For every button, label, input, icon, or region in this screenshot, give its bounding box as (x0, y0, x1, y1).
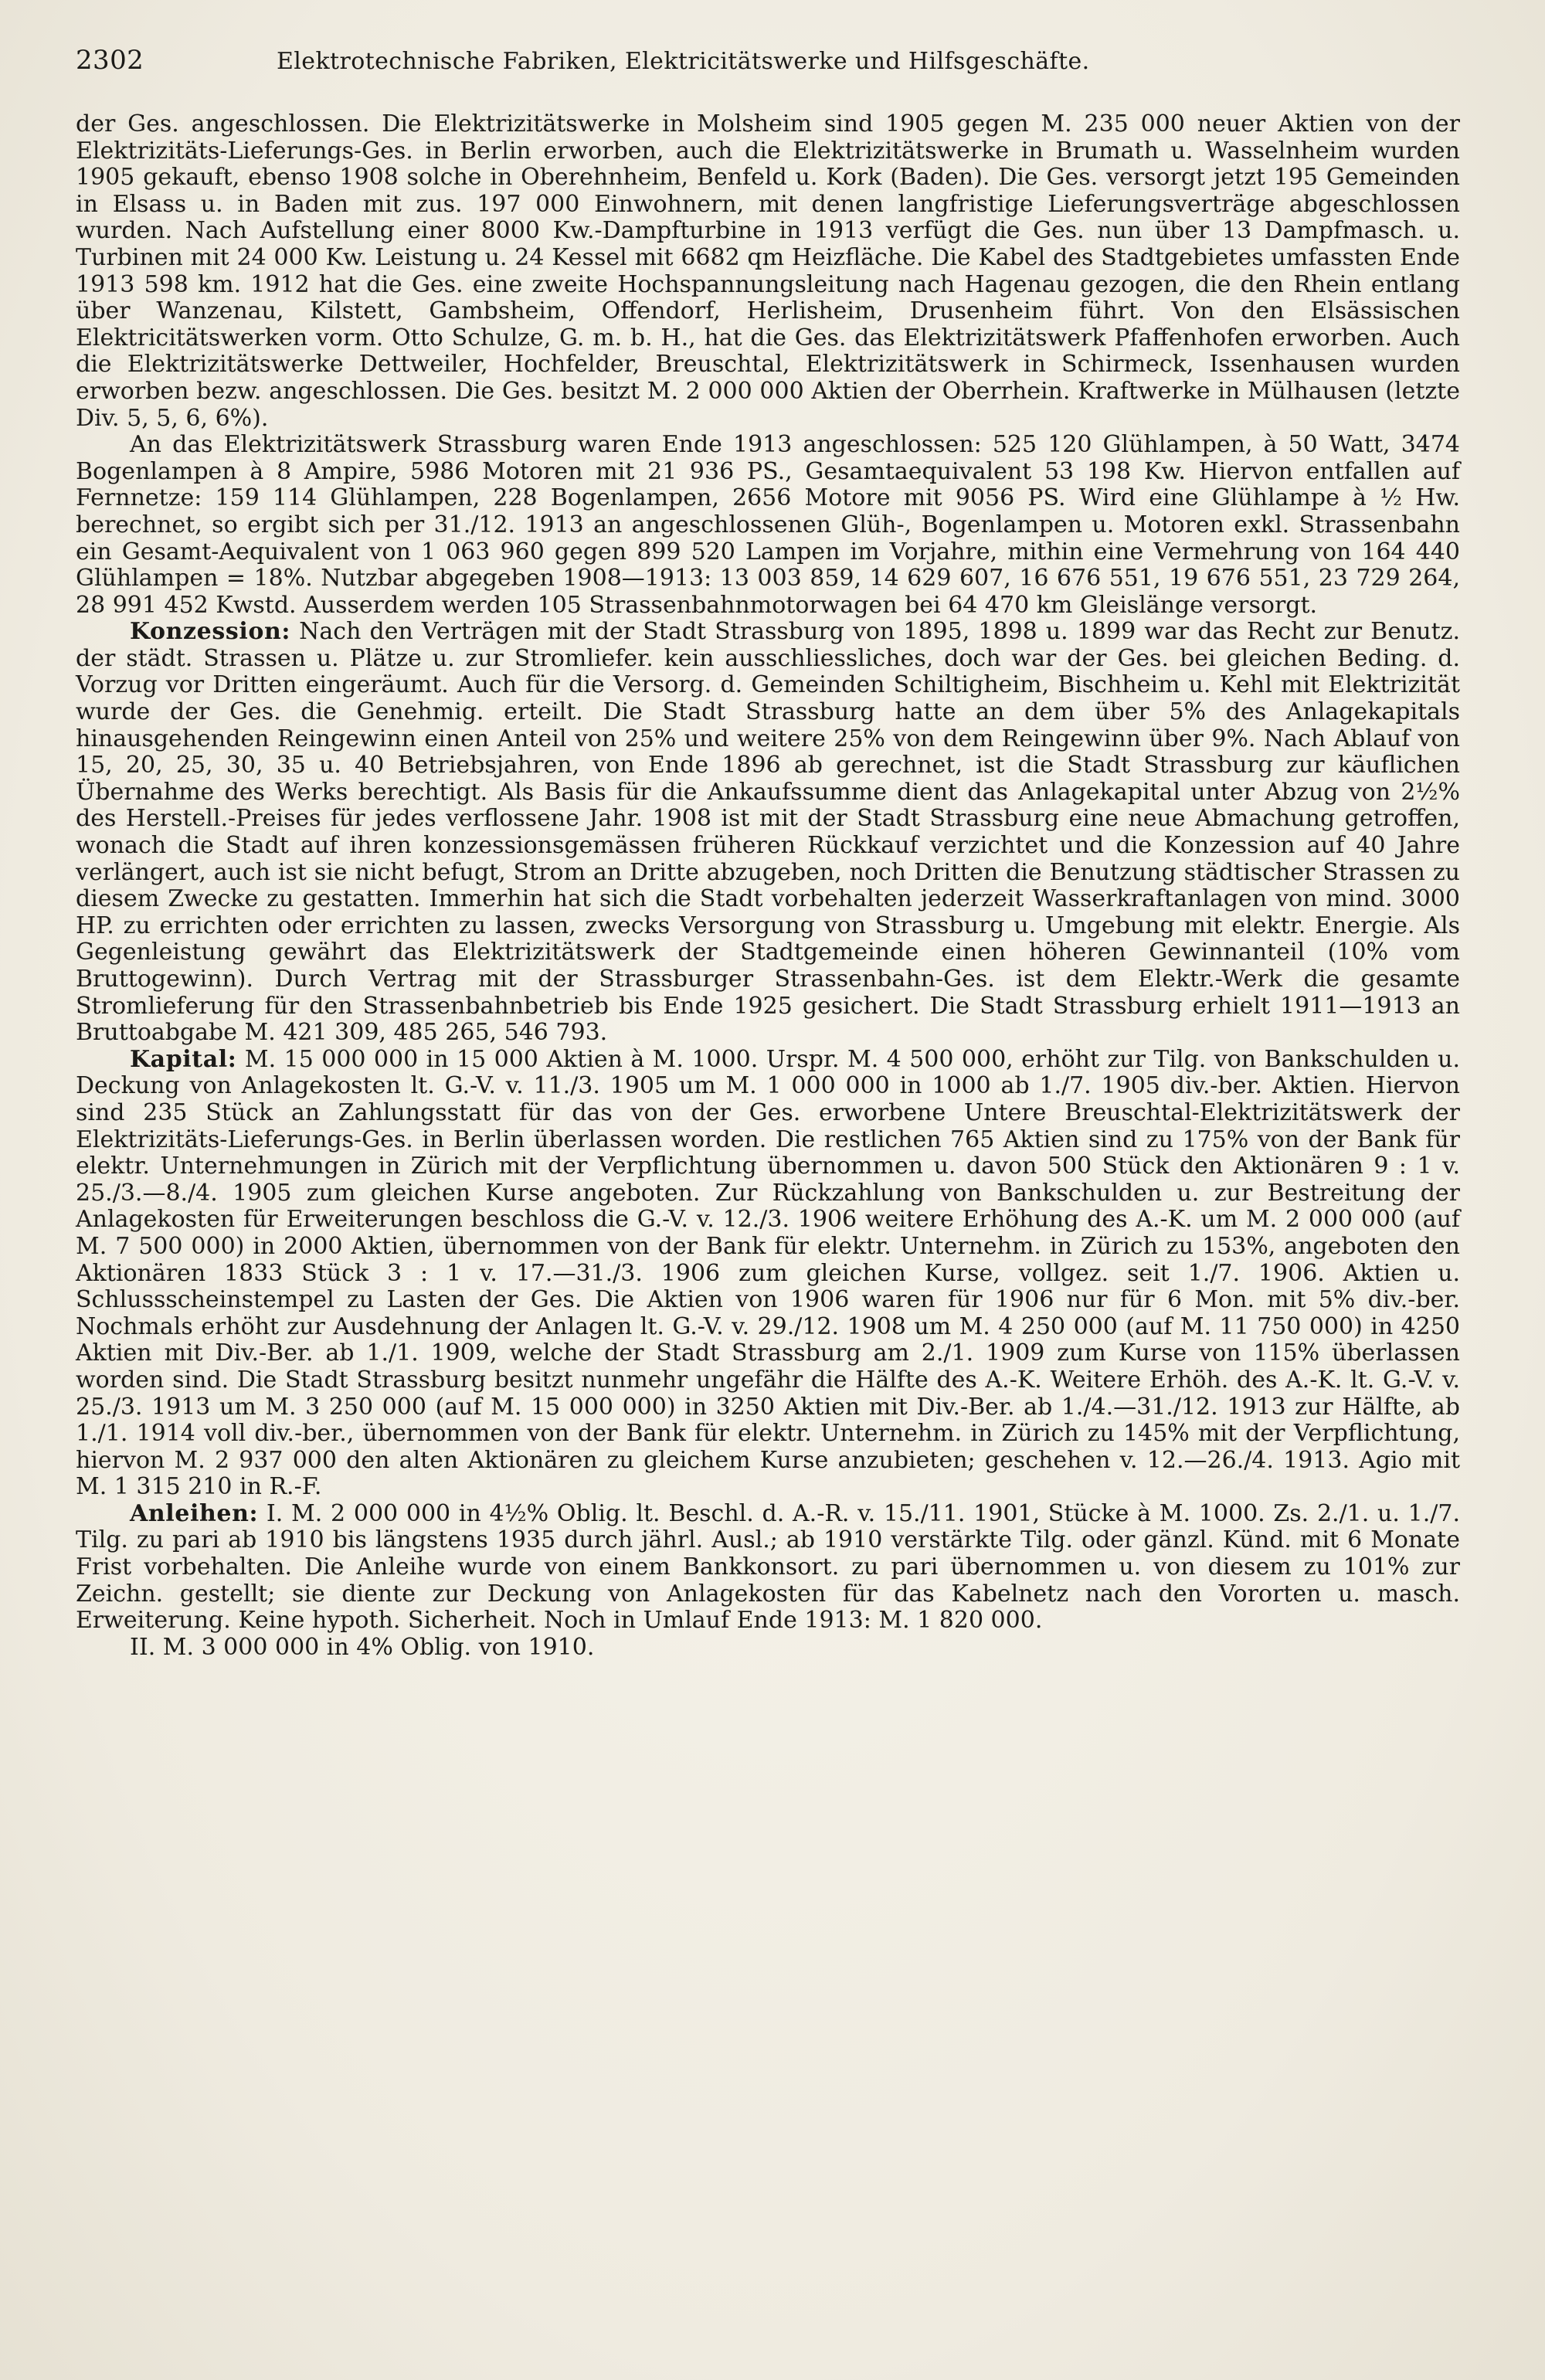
paragraph-elektrizitaetswerke: der Ges. angeschlossen. Die Elektrizitätswerke in Molsheim sind 1905 gegen M. 235 000 neuer Aktien von der Elektrizitäts-Lieferungs-Ges. in Berlin erworben, auch die Elektrizitätswerke in Brumath u. Wasselnheim wurden 1905 gekauft, ebenso 1908 solche in Oberehnheim, Benfeld u. Kork (Baden). Die Ges. versorgt jetzt 195 Gemeinden in Elsass u. in Baden mit zus. 197 000 Einwohnern, mit denen langfristige Lieferungsverträge abgeschlossen wurden. Nach Aufstellung einer 8000 Kw.-Dampfturbine in 1913 verfügt die Ges. nun über 13 Dampfmasch. u. Turbinen mit 24 000 Kw. Leistung u. 24 Kessel mit 6682 qm Heizfläche. Die Kabel des Stadtgebietes umfassten Ende 1913 598 km. 1912 hat die Ges. eine zweite Hochspannungsleitung nach Hagenau gezogen, die den Rhein entlang über Wanzenau, Kilstett, Gambsheim, Offendorf, Herlisheim, Drusenheim führt. Von den Elsässischen Elektricitätswerken vorm. Otto Schulze, G. m. b. H., hat die Ges. das Elektrizitätswerk Pfaffenhofen erworben. Auch die Elektrizitätswerke Dettweiler, Hochfelder, Breuschtal, Elektrizitätswerk in Schirmeck, Issenhausen wurden erworben bezw. angeschlossen. Die Ges. besitzt M. 2 000 000 Aktien der Oberrhein. Kraftwerke in Mülhausen (letzte Div. 5, 5, 6, 6%). (76, 110, 1460, 432)
page-header (76, 45, 1460, 76)
paragraph-anleihen (76, 1501, 1460, 1635)
section-label-konzession: Konzession: (130, 618, 291, 646)
paragraph-kapital-text: M. 15 000 000 in 15 000 Aktien à M. 1000. Urspr. M. 4 500 000, erhöht zur Tilg. von Bankschulden u. Deckung von Anlagekosten lt. G.-V. v. 11./3. 1905 um M. 1 000 000 in 1000 ab 1./7. 1905 div.-ber. Aktien. Hiervon sind 235 Stück an Zahlungsstatt für das von der Ges. erworbene Untere Breuschtal-Elektrizitätswerk der Elektrizitäts-Lieferungs-Ges. in Berlin überlassen worden. Die restlichen 765 Aktien sind zu 175% von der Bank für elektr. Unternehmungen in Zürich mit der Verpflichtung übernommen u. davon 500 Stück den Aktionären 9 : 1 v. 25./3.—8./4. 1905 zum gleichen Kurse angeboten. Zur Rückzahlung von Bankschulden u. zur Bestreitung der Anlagekosten für Erweiterungen beschloss die G.-V. v. 12./3. 1906 weitere Erhöhung des A.-K. um M. 2 000 000 (auf M. 7 500 000) in 2000 Aktien, übernommen von der Bank für elektr. Unternehm. in Zürich zu 153%, angeboten den Aktionären 1833 Stück 3 : 1 v. 17.—31./3. 1906 zum gleichen Kurse, vollgez. seit 1./7. 1906. Aktien u. Schlussscheinstempel zu Lasten der Ges. Die Aktien von 1906 waren für 1906 nur für 6 Mon. mit 5% div.-ber. Nochmals erhöht zur Ausdehnung der Anlagen lt. G.-V. v. 29./12. 1908 um M. 4 250 000 (auf M. 11 750 000) in 4250 Aktien mit Div.-Ber. ab 1./1. 1909, welche der Stadt Strassburg am 2./1. 1909 zum Kurse von 115% überlassen worden sind. Die Stadt Strassburg besitzt nunmehr ungefähr die Hälfte des A.-K. Weitere Erhöh. des A.-K. lt. G.-V. v. 25./3. 1913 um M. 3 250 000 (auf M. 15 000 000) in 3250 Aktien mit Div.-Ber. ab 1./4.—31./12. 1913 zur Hälfte, ab 1./1. 1914 voll div.-ber., übernommen von der Bank für elektr. Unternehm. in Zürich zu 145% mit der Verpflichtung, hiervon M. 2 937 000 den alten Aktionären zu gleichem Kurse anzubieten; geschehen v. 12.—26./4. 1913. Agio mit M. 1 315 210 in R.-F. (76, 1045, 1460, 1501)
running-title: Elektrotechnische Fabriken, Elektricitätswerke und Hilfsgeschäfte. (277, 48, 1090, 75)
paragraph-anleihen-text: I. M. 2 000 000 in 4½% Oblig. lt. Beschl. d. A.-R. v. 15./11. 1901, Stücke à M. 1000. Zs. 2./1. u. 1./7. Tilg. zu pari ab 1910 bis längstens 1935 durch jährl. Ausl.; ab 1910 verstärkte Tilg. oder gänzl. Künd. mit 6 Monate Frist vorbehalten. Die Anleihe wurde von einem Bankkonsort. zu pari übernommen u. von diesem zu 101% zur Zeichn. gestellt; sie diente zur Deckung von Anlagekosten für das Kabelnetz nach den Vororten u. masch. Erweiterung. Keine hypoth. Sicherheit. Noch in Umlauf Ende 1913: M. 1 820 000. (76, 1499, 1460, 1635)
paragraph-kapital (76, 1047, 1460, 1501)
paragraph-anleihe-ii: II. M. 3 000 000 in 4% Oblig. von 1910. (130, 1633, 595, 1661)
paragraph-konzession (76, 619, 1460, 1047)
paragraph-konzession-text: Nach den Verträgen mit der Stadt Strassburg von 1895, 1898 u. 1899 war das Recht zur Benutz. der städt. Strassen u. Plätze u. zur Stromliefer. kein ausschliessliches, doch war der Ges. bei gleichen Beding. d. Vorzug vor Dritten eingeräumt. Auch für die Versorg. d. Gemeinden Schiltigheim, Bischheim u. Kehl mit Elektrizität wurde der Ges. die Genehmig. erteilt. Die Stadt Strassburg hatte an dem über 5% des Anlagekapitals hinausgehenden Reingewinn einen Anteil von 25% und weitere 25% von dem Reingewinn über 9%. Nach Ablauf von 15, 20, 25, 30, 35 u. 40 Betriebsjahren, von Ende 1896 ab gerechnet, ist die Stadt Strassburg zur käuflichen Übernahme des Werks berechtigt. Als Basis für die Ankaufssumme dient das Anlagekapital unter Abzug von 2½% des Herstell.-Preises für jedes verflossene Jahr. 1908 ist mit der Stadt Strassburg eine neue Abmachung getroffen, wonach die Stadt auf ihren konzessionsgemässen früheren Rückkauf verzichtet und die Konzession auf 40 Jahre verlängert, auch ist sie nicht befugt, Strom an Dritte abzugeben, noch Dritten die Benutzung städtischer Strassen zu diesem Zwecke zu gestatten. Immerhin hat sich die Stadt vorbehalten jederzeit Wasserkraftanlagen von mind. 3000 HP. zu errichten oder errichten zu lassen, zwecks Versorgung von Strassburg u. Umgebung mit elektr. Energie. Als Gegenleistung gewährt das Elektrizitätswerk der Stadtgemeinde einen höheren Gewinnanteil (10% vom Bruttogewinn). Durch Vertrag mit der Strassburger Strassenbahn-Ges. ist dem Elektr.-Werk die gesamte Stromlieferung für den Strassenbahnbetrieb bis Ende 1925 gesichert. Die Stadt Strassburg erhielt 1911—1913 an Bruttoabgabe M. 421 309, 485 265, 546 793. (76, 618, 1460, 1047)
page-number: 2302 (76, 45, 144, 76)
section-label-kapital: Kapital: (130, 1045, 237, 1073)
section-label-anleihen: Anleihen: (130, 1499, 259, 1527)
paragraph-anschluesse: An das Elektrizitätswerk Strassburg waren Ende 1913 angeschlossen: 525 120 Glühlampen, à 50 Watt, 3474 Bogenlampen à 8 Ampire, 5986 Motoren mit 21 936 PS., Gesamtaequivalent 53 198 Kw. Hiervon entfallen auf Fernnetze: 159 114 Glühlampen, 228 Bogenlampen, 2656 Motore mit 9056 PS. Wird eine Glühlampe à ½ Hw. berechnet, so ergibt sich per 31./12. 1913 an angeschlossenen Glüh-, Bogenlampen u. Motoren exkl. Strassenbahn ein Gesamt-Aequivalent von 1 063 960 gegen 899 520 Lampen im Vorjahre, mithin eine Vermehrung von 164 440 Glühlampen = 18%. Nutzbar abgegeben 1908—1913: 13 003 859, 14 629 607, 16 676 551, 19 676 551, 23 729 264, 28 991 452 Kwstd. Ausserdem werden 105 Strassenbahnmotorwagen bei 64 470 km Gleislänge versorgt. (76, 431, 1460, 619)
page-body (76, 111, 1460, 1661)
